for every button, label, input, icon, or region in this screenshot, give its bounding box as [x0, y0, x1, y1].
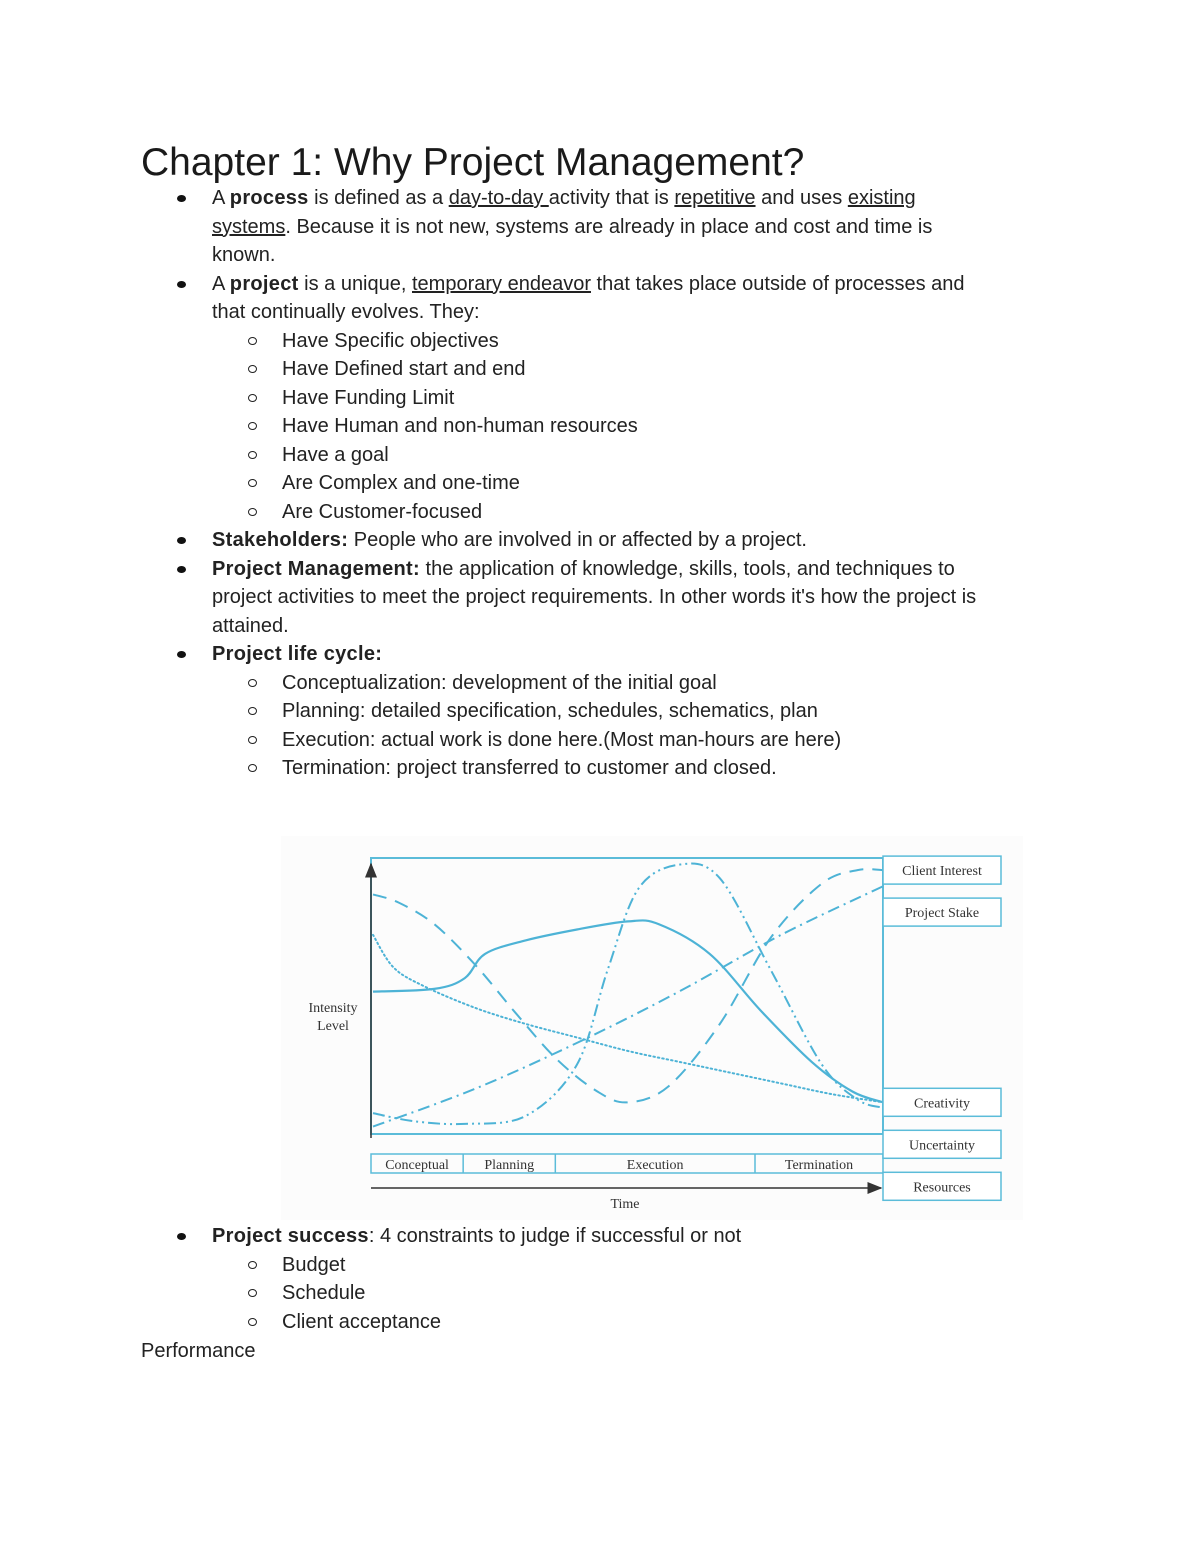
sub-bullet-icon: [248, 365, 257, 373]
success-term: Project success: [212, 1225, 369, 1247]
sub-bullet-icon: [248, 707, 257, 715]
sub-bullet-icon: [248, 422, 257, 430]
project-item: Are Customer-focused: [0, 498, 1042, 527]
project-item: Have Human and non-human resources: [0, 412, 1042, 441]
phase-label-termination: Termination: [784, 1158, 854, 1173]
series-line-resources: [373, 864, 883, 1125]
success-heading: Project success: 4 constraints to judge if successful or not: [0, 1222, 1042, 1251]
lifecycle-chart-svg: [281, 836, 1023, 1220]
legend-label-client-interest: Client Interest: [902, 864, 982, 880]
bullet-icon: [177, 281, 186, 288]
success-section: [0, 1222, 1200, 1336]
legend-label-resources: Resources: [913, 1180, 971, 1196]
phase-label-planning: Planning: [484, 1158, 535, 1173]
sub-bullet-icon: [248, 508, 257, 516]
success-item: Budget: [0, 1251, 1042, 1280]
lifecycle-heading: [0, 640, 1042, 669]
success-item: Schedule: [0, 1279, 1042, 1308]
success-item: Client acceptance: [0, 1308, 1042, 1337]
sub-bullet-icon: [248, 736, 257, 744]
lifecycle-chart: [281, 836, 1023, 1220]
lifecycle-item: Execution: actual work is done here.(Most man-hours are here): [0, 726, 1042, 755]
phase-label-conceptual: Conceptual: [385, 1158, 449, 1173]
project-item: Are Complex and one-time: [0, 469, 1042, 498]
lifecycle-item: Planning: detailed specification, schedules, schematics, plan: [0, 697, 1042, 726]
bullet-icon: [177, 537, 186, 544]
sub-bullet-icon: [248, 394, 257, 402]
stakeholders-definition: Stakeholders: People who are involved in or affected by a project.: [0, 526, 1042, 555]
sub-bullet-icon: [248, 764, 257, 772]
lifecycle-item: Termination: project transferred to customer and closed.: [0, 754, 1042, 783]
pm-definition: Project Management: the application of knowledge, skills, tools, and techniques to project activities to meet the project requirements. In other words it's how the project is attained.: [0, 555, 1042, 641]
underline-repetitive: repetitive: [674, 187, 756, 209]
legend-label-creativity: Creativity: [914, 1096, 970, 1112]
project-definition: A project is a unique, temporary endeavor that takes place outside of processes and that continually evolves. They:: [0, 270, 1042, 327]
underline-systems: systems: [212, 215, 286, 238]
underline-day-to-day: day-to-day: [448, 187, 549, 209]
sub-bullet-icon: [248, 1318, 257, 1326]
sub-bullet-icon: [248, 679, 257, 687]
process-definition: A process is defined as a day-to-day activity that is repetitive and uses existing systems. Because it is not new, systems are already in place and cost and time is known.: [0, 184, 1042, 270]
underline-existing: existing: [847, 187, 916, 209]
bullet-icon: [177, 1233, 186, 1240]
project-item: Have Defined start and end: [0, 355, 1042, 384]
pm-term: Project Management:: [212, 557, 420, 580]
sub-bullet-icon: [248, 451, 257, 459]
legend-label-project-stake: Project Stake: [904, 906, 980, 922]
legend-label-uncertainty: Uncertainty: [908, 1138, 976, 1154]
series-line-creativity: [373, 920, 883, 1102]
process-term: process: [229, 187, 309, 209]
project-item: Have Specific objectives: [0, 327, 1042, 356]
stakeholders-term: Stakeholders:: [212, 529, 349, 551]
page-title: Chapter 1: Why Project Management?: [141, 141, 805, 184]
project-item: Have a goal: [0, 441, 1042, 470]
sub-bullet-icon: [248, 337, 257, 345]
y-axis-label-line2: Level: [317, 1019, 349, 1034]
notes-list: [0, 184, 1200, 783]
bullet-icon: [177, 651, 186, 658]
lifecycle-item: Conceptualization: development of the initial goal: [0, 669, 1042, 698]
performance-text: Performance: [141, 1340, 256, 1362]
y-axis-label-line1: Intensity: [308, 1001, 358, 1016]
project-term: project: [229, 272, 299, 295]
phase-label-execution: Execution: [626, 1158, 684, 1173]
underline-temporary-endeavor: temporary endeavor: [412, 272, 591, 295]
sub-bullet-icon: [248, 1261, 257, 1269]
sub-bullet-icon: [248, 479, 257, 487]
bullet-icon: [177, 195, 186, 202]
bullet-icon: [177, 566, 186, 573]
project-item: Have Funding Limit: [0, 384, 1042, 413]
x-axis-label: Time: [610, 1197, 640, 1212]
sub-bullet-icon: [248, 1289, 257, 1297]
lifecycle-term: Project life cycle:: [212, 643, 383, 665]
series-line-uncertainty: [373, 935, 883, 1102]
